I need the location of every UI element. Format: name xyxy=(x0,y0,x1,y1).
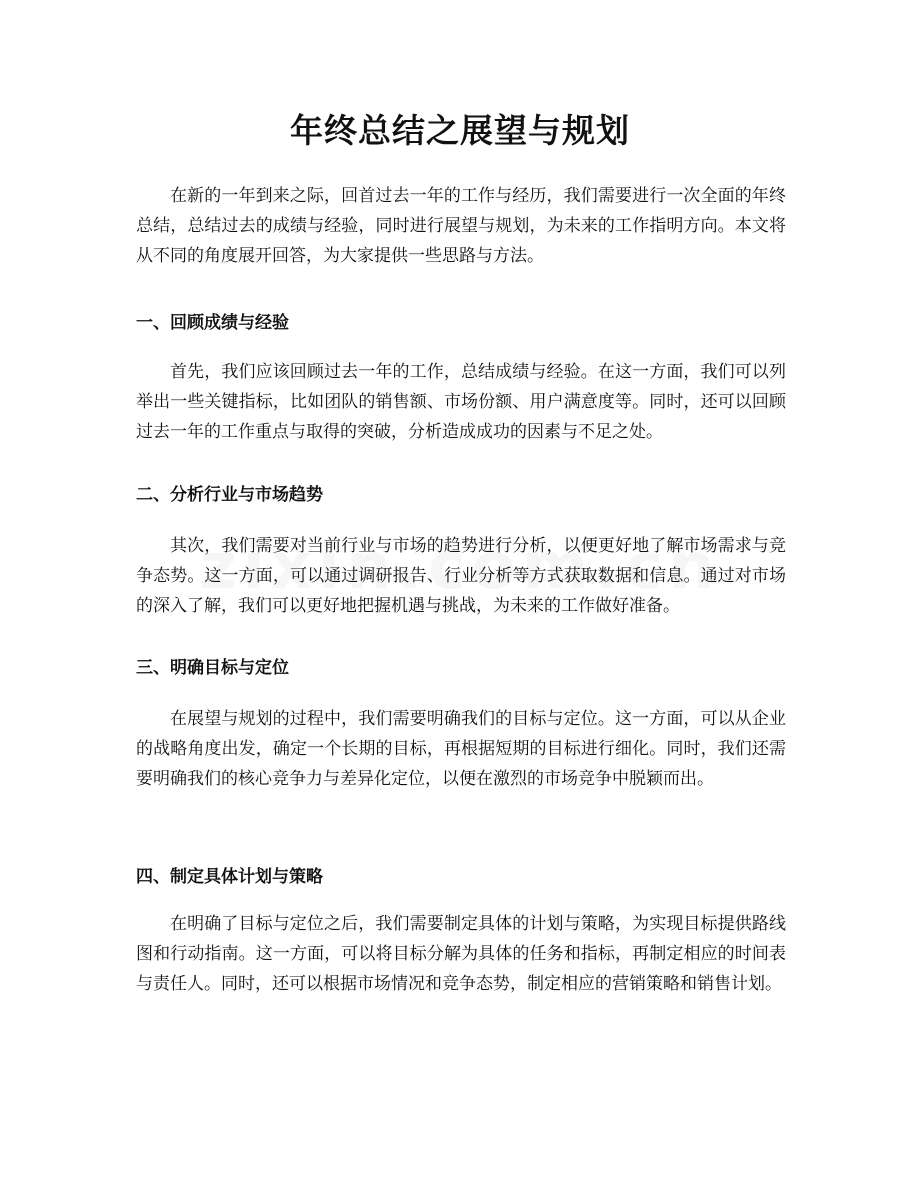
document-title: 年终总结之展望与规划 xyxy=(290,111,630,150)
section-heading-2: 二、分析行业与市场趋势 xyxy=(136,485,323,505)
section-heading-1: 一、回顾成绩与经验 xyxy=(136,313,289,333)
section-heading-4: 四、制定具体计划与策略 xyxy=(136,867,323,887)
section-heading-3: 三、明确目标与定位 xyxy=(136,658,289,678)
intro-paragraph: 在新的一年到来之际，回首过去一年的工作与经历，我们需要进行一次全面的年终总结，总结过去的成绩与经验，同时进行展望与规划，为未来的工作指明方向。本文将从不同的角度展开回答，为大家提供一些思路与方法。 xyxy=(136,186,786,266)
section-body-3: 在展望与规划的过程中，我们需要明确我们的目标与定位。这一方面，可以从企业的战略角度出发，确定一个长期的目标，再根据短期的目标进行细化。同时，我们还需要明确我们的核心竞争力与差异化定位，以便在激烈的市场竞争中脱颖而出。 xyxy=(136,709,786,789)
section-body-1: 首先，我们应该回顾过去一年的工作，总结成绩与经验。在这一方面，我们可以列举出一些关键指标，比如团队的销售额、市场份额、用户满意度等。同时，还可以回顾过去一年的工作重点与取得的突破，分析造成成功的因素与不足之处。 xyxy=(136,362,786,442)
section-body-2: 其次，我们需要对当前行业与市场的趋势进行分析，以便更好地了解市场需求与竞争态势。这一方面，可以通过调研报告、行业分析等方式获取数据和信息。通过对市场的深入了解，我们可以更好地把握机遇与挑战，为未来的工作做好准备。 xyxy=(136,536,786,616)
section-body-4: 在明确了目标与定位之后，我们需要制定具体的计划与策略，为实现目标提供路线图和行动指南。这一方面，可以将目标分解为具体的任务和指标，再制定相应的时间表与责任人。同时，还可以根据市场情况和竞争态势，制定相应的营销策略和销售计划。 xyxy=(136,914,786,994)
